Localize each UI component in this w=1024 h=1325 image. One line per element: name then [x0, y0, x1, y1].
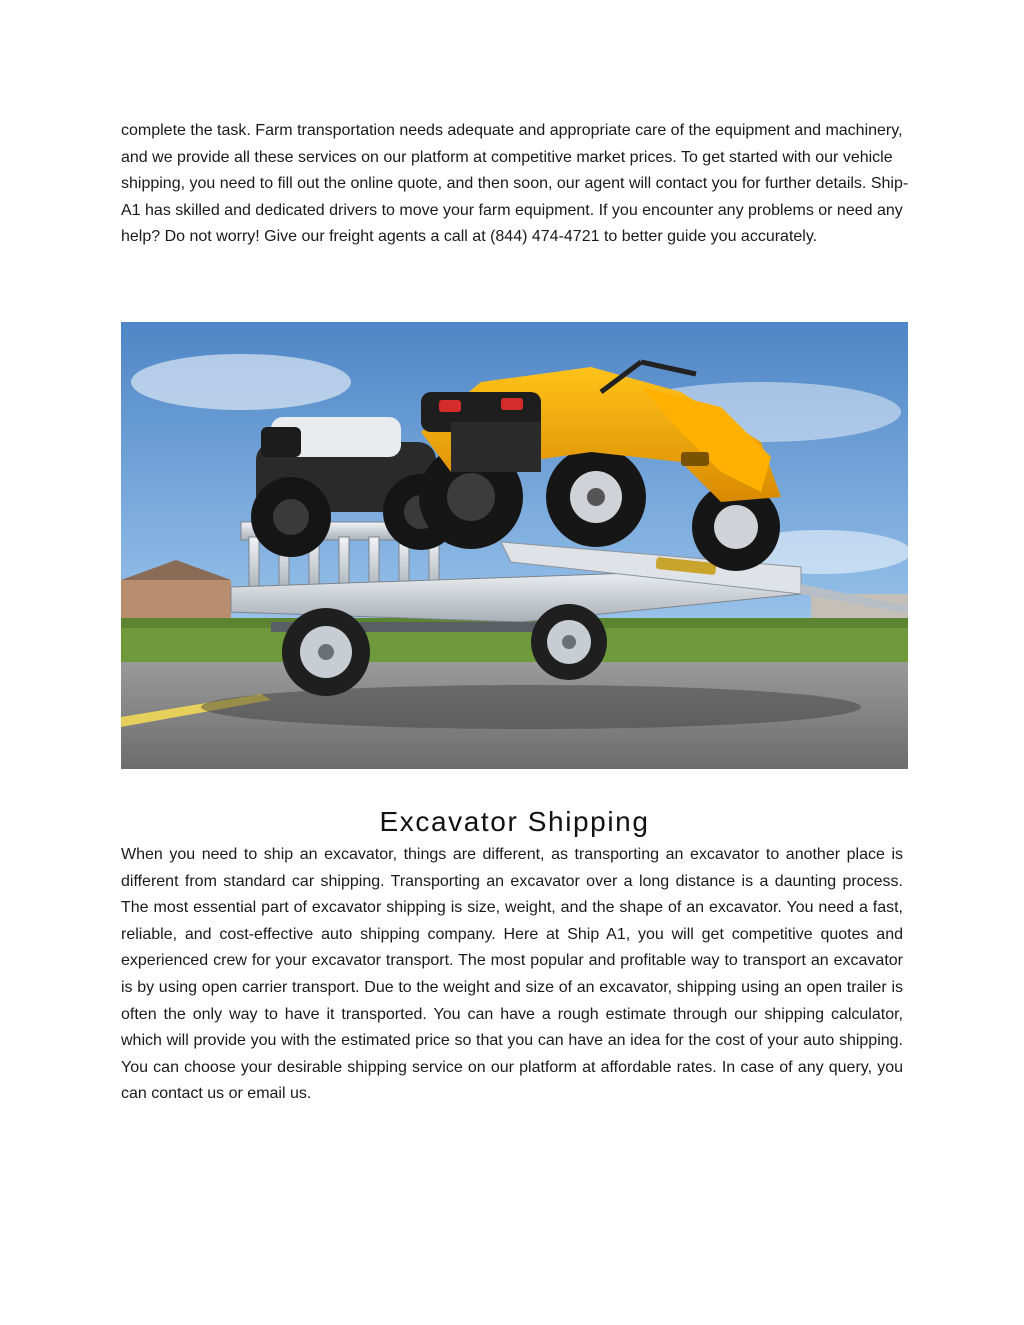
intro-paragraph: complete the task. Farm transportation needs adequate and appropriate care of the equipment and machinery, and we provide all these services on our platform at competitive market prices. To get started with our vehicle shipping, you need to fill out the online quote, and then soon, our agent will contact you for further details. Ship-A1 has skilled and dedicated drivers to move your farm equipment. If you encounter any problems or need any help? Do not worry! Give our freight agents a call at (844) 474-4721 to better guide you accurately.	[121, 122, 909, 246]
trailer-atv-illustration	[121, 322, 908, 769]
trailer-atv-photo	[121, 322, 908, 769]
excavator-shipping-paragraph: When you need to ship an excavator, things are different, as transporting an excavator to another place is different from standard car shipping. Transporting an excavator over a long distance is a daunting process. The most essential part of excavator shipping is size, weight, and the shape of an excavator. You need a fast, reliable, and cost-effective auto shipping company. Here at Ship A1, you will get competitive quotes and experienced crew for your excavator transport. The most popular and profitable way to transport an excavator is by using open carrier transport. Due to the weight and size of an excavator, shipping using an open trailer is often the only way to have it transported. You can have a rough estimate through our shipping calculator, which will provide you with the estimated price so that you can have an idea for the cost of your auto shipping. You can choose your desirable shipping service on our platform at affordable rates. In case of any query, you can contact us or email us.	[121, 846, 903, 1103]
section-heading: Excavator Shipping	[379, 806, 650, 837]
